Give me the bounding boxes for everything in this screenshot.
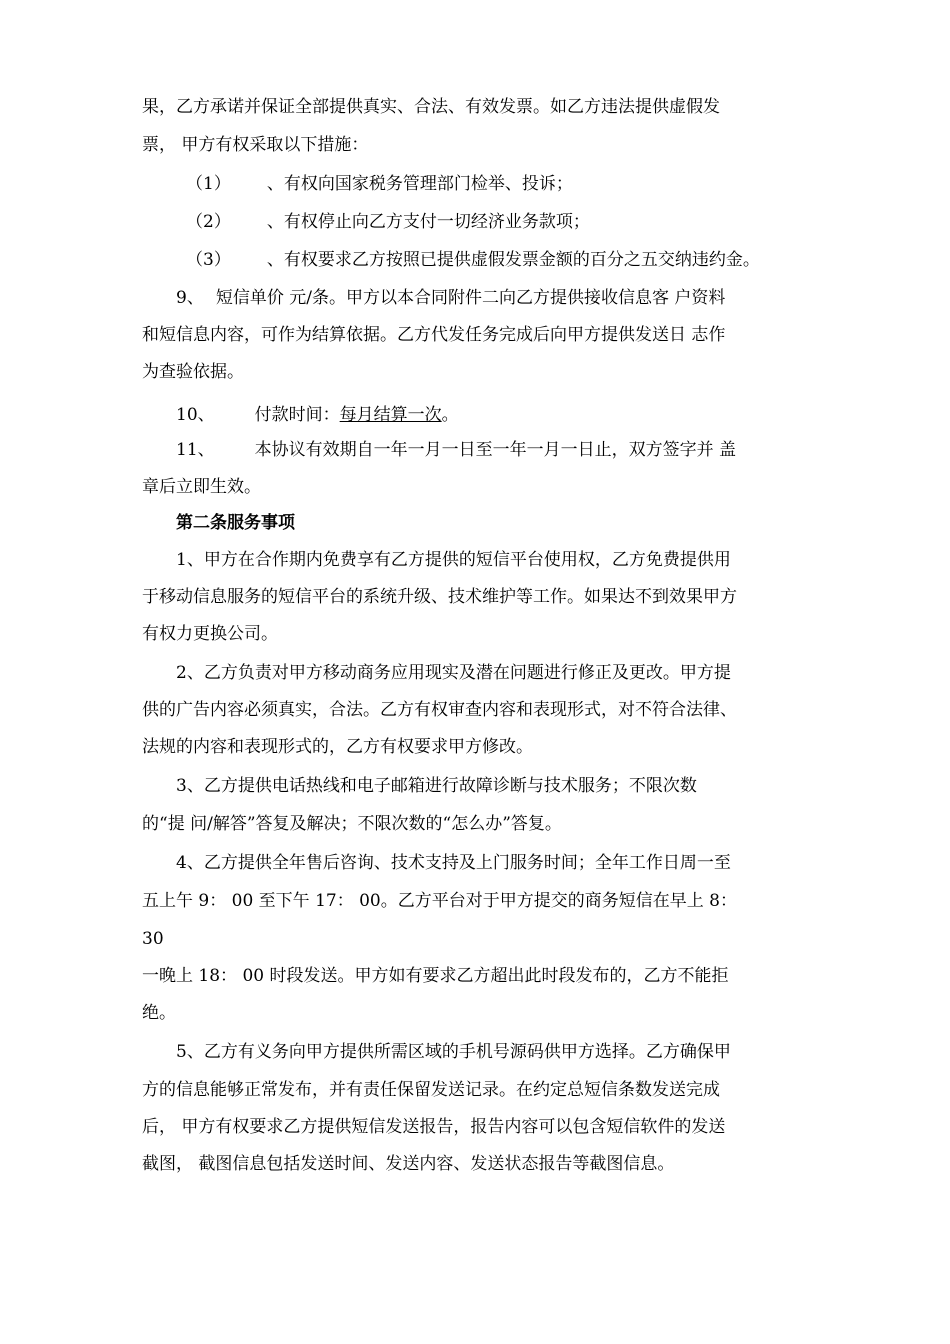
- measure-text: 、有权要求乙方按照已提供虚假发票金额的百分之五交纳违约金。: [266, 250, 760, 270]
- item-9-line-1: [176, 286, 725, 310]
- service-5-line-2: 方的信息能够正常发布，并有责任保留发送记录。在约定总短信条数发送完成: [142, 1080, 720, 1100]
- item-text: 本协议有效期自一年一月一日至一年一月一日止，双方签字并 盖: [254, 440, 737, 460]
- service-1-line-2: 于移动信息服务的短信平台的系统升级、技术维护等工作。如果达不到效果甲方: [142, 587, 737, 607]
- item-number: 10、: [176, 405, 215, 425]
- service-4-line-5: 绝。: [142, 1003, 176, 1023]
- para-line: 果，乙方承诺并保证全部提供真实、合法、有效发票。如乙方违法提供虚假发: [142, 97, 720, 117]
- measure-number: （3）: [186, 250, 231, 270]
- service-5-line-3: 后， 甲方有权要求乙方提供短信发送报告，报告内容可以包含短信软件的发送: [142, 1117, 726, 1137]
- service-3-line-1: 3、乙方提供电话热线和电子邮箱进行故障诊断与技术服务；不限次数: [176, 776, 697, 796]
- service-2-line-3: 法规的内容和表现形式的，乙方有权要求甲方修改。: [142, 737, 533, 757]
- item-number: 9、: [176, 288, 204, 308]
- service-4-line-1: 4、乙方提供全年售后咨询、技术支持及上门服务时间；全年工作日周一至: [176, 853, 731, 873]
- service-5-line-1: 5、乙方有义务向甲方提供所需区域的手机号源码供甲方选择。乙方确保甲: [176, 1042, 731, 1062]
- measure-text: 、有权停止向乙方支付一切经济业务款项；: [266, 212, 590, 232]
- item-number: 11、: [176, 440, 215, 460]
- service-5-line-4: 截图， 截图信息包括发送时间、发送内容、发送状态报告等截图信息。: [142, 1154, 675, 1174]
- measure-item-2: [186, 210, 590, 234]
- measure-item-1: [186, 172, 573, 196]
- service-1-line-1: 1、甲方在合作期内免费享有乙方提供的短信平台使用权，乙方免费提供用: [176, 550, 731, 570]
- section-title: 第二条服务事项: [176, 513, 295, 533]
- item-11-line-1: [176, 438, 736, 462]
- item-label: 付款时间：: [254, 405, 340, 425]
- measure-number: （2）: [186, 212, 231, 232]
- service-4-line-3: 30: [142, 929, 164, 949]
- item-end: 。: [441, 405, 459, 425]
- service-2-line-1: 2、乙方负责对甲方移动商务应用现实及潜在问题进行修正及更改。甲方提: [176, 663, 731, 683]
- service-2-line-2: 供的广告内容必须真实，合法。乙方有权审查内容和表现形式，对不符合法律、: [142, 700, 737, 720]
- item-9-line-3: 为查验依据。: [142, 362, 244, 382]
- payment-time-value: 每月结算一次: [339, 405, 442, 425]
- item-9-line-2: 和短信息内容，可作为结算依据。乙方代发任务完成后向甲方提供发送日 志作: [142, 325, 726, 345]
- measure-item-3: [186, 248, 760, 272]
- service-4-line-4: 一晚上 18： 00 时段发送。甲方如有要求乙方超出此时段发布的，乙方不能拒: [142, 966, 729, 986]
- measure-text: 、有权向国家税务管理部门检举、投诉；: [266, 174, 573, 194]
- measure-number: （1）: [186, 174, 231, 194]
- item-11-line-2: 章后立即生效。: [142, 477, 261, 497]
- item-text: 短信单价 元/条。甲方以本合同附件二向乙方提供接收信息客 户资料: [215, 288, 726, 308]
- service-1-line-3: 有权力更换公司。: [142, 624, 278, 644]
- service-3-line-2: 的“提 问/解答”答复及解决；不限次数的“怎么办”答复。: [142, 814, 562, 834]
- service-4-line-2: 五上午 9： 00 至下午 17： 00。乙方平台对于甲方提交的商务短信在早上 8：: [142, 891, 737, 911]
- para-line: 票， 甲方有权采取以下措施：: [142, 135, 369, 155]
- item-10: [176, 403, 459, 427]
